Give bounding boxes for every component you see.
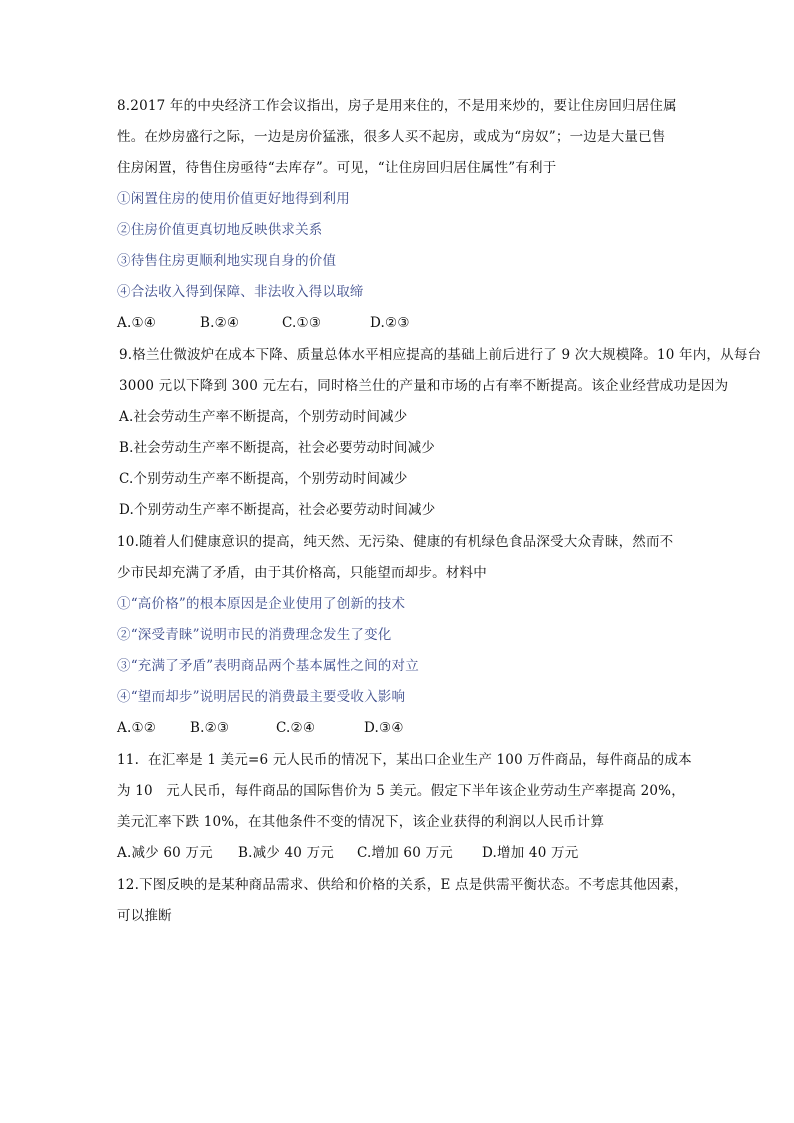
- q10-item-2: ②“深受青睐”说明市民的消费理念发生了变化: [117, 627, 392, 643]
- q10-option-c: C.②④: [276, 720, 316, 736]
- q12-stem-line-2: 可以推断: [117, 908, 172, 924]
- q10-option-b: B.②③: [190, 720, 230, 736]
- q9-option-c: C.个别劳动生产率不断提高，个别劳动时间减少: [119, 471, 408, 487]
- q11-stem-line-3: 美元汇率下跌 10%，在其他条件不变的情况下，该企业获得的利润以人民币计算: [117, 814, 605, 830]
- q8-option-c: C.①③: [282, 315, 322, 331]
- q11-stem-line-1: 11. 在汇率是 1 美元=6 元人民币的情况下，某出口企业生产 100 万件商品，每件商品的成本: [117, 752, 692, 768]
- q9-option-d: D.个别劳动生产率不断提高，社会必要劳动时间减少: [119, 502, 436, 518]
- q11-option-c: C.增加 60 万元: [357, 845, 453, 861]
- q11-option-d: D.增加 40 万元: [482, 845, 579, 861]
- q9-stem-line-1: 9.格兰仕微波炉在成本下降、质量总体水平相应提高的基础上前后进行了 9 次大规模降。10 年内，从每台: [119, 347, 762, 363]
- q8-stem-line-1: 8.2017 年的中央经济工作会议指出，房子是用来住的，不是用来炒的，要让住房回归居住属: [117, 98, 677, 114]
- q10-item-1: ①“高价格”的根本原因是企业使用了创新的技术: [117, 596, 406, 612]
- q10-option-d: D.③④: [364, 720, 404, 736]
- q8-item-4: ④合法收入得到保障、非法收入得以取缔: [117, 284, 364, 300]
- q9-stem-line-2: 3000 元以下降到 300 元左右，同时格兰仕的产量和市场的占有率不断提高。该企业经营成功是因为: [119, 378, 729, 394]
- q8-option-d: D.②③: [370, 315, 410, 331]
- q9-option-a: A.社会劳动生产率不断提高，个别劳动时间减少: [119, 409, 408, 425]
- q8-stem-line-3: 住房闲置，待售住房亟待“去库存”。可见，“让住房回归居住属性”有利于: [117, 160, 557, 176]
- q10-stem-line-1: 10.随着人们健康意识的提高，纯天然、无污染、健康的有机绿色食品深受大众青睐，然而不: [117, 534, 674, 550]
- q11-stem-line-2: 为 10 元人民币，每件商品的国际售价为 5 美元。假定下半年该企业劳动生产率提高 20%，: [117, 783, 685, 799]
- q10-item-3: ③“充满了矛盾”表明商品两个基本属性之间的对立: [117, 658, 419, 674]
- q8-item-3: ③待售住房更顺利地实现自身的价值: [117, 253, 337, 269]
- q11-option-b: B.减少 40 万元: [238, 845, 334, 861]
- q10-stem-line-2: 少市民却充满了矛盾，由于其价格高，只能望而却步。材料中: [117, 565, 487, 581]
- q8-option-a: A.①④: [117, 315, 157, 331]
- q8-stem-line-2: 性。在炒房盛行之际，一边是房价猛涨，很多人买不起房，或成为“房奴”；一边是大量已售: [117, 129, 666, 145]
- q8-item-2: ②住房价值更真切地反映供求关系: [117, 222, 323, 238]
- q12-stem-line-1: 12.下图反映的是某种商品需求、供给和价格的关系，E 点是供需平衡状态。不考虑其他因素，: [117, 877, 688, 893]
- q8-item-1: ①闲置住房的使用价值更好地得到利用: [117, 191, 350, 207]
- q8-option-b: B.②④: [200, 315, 240, 331]
- q10-item-4: ④“望而却步”说明居民的消费最主要受收入影响: [117, 689, 406, 705]
- q9-option-b: B.社会劳动生产率不断提高，社会必要劳动时间减少: [119, 440, 436, 456]
- q11-option-a: A.减少 60 万元: [117, 845, 213, 861]
- q10-option-a: A.①②: [117, 720, 157, 736]
